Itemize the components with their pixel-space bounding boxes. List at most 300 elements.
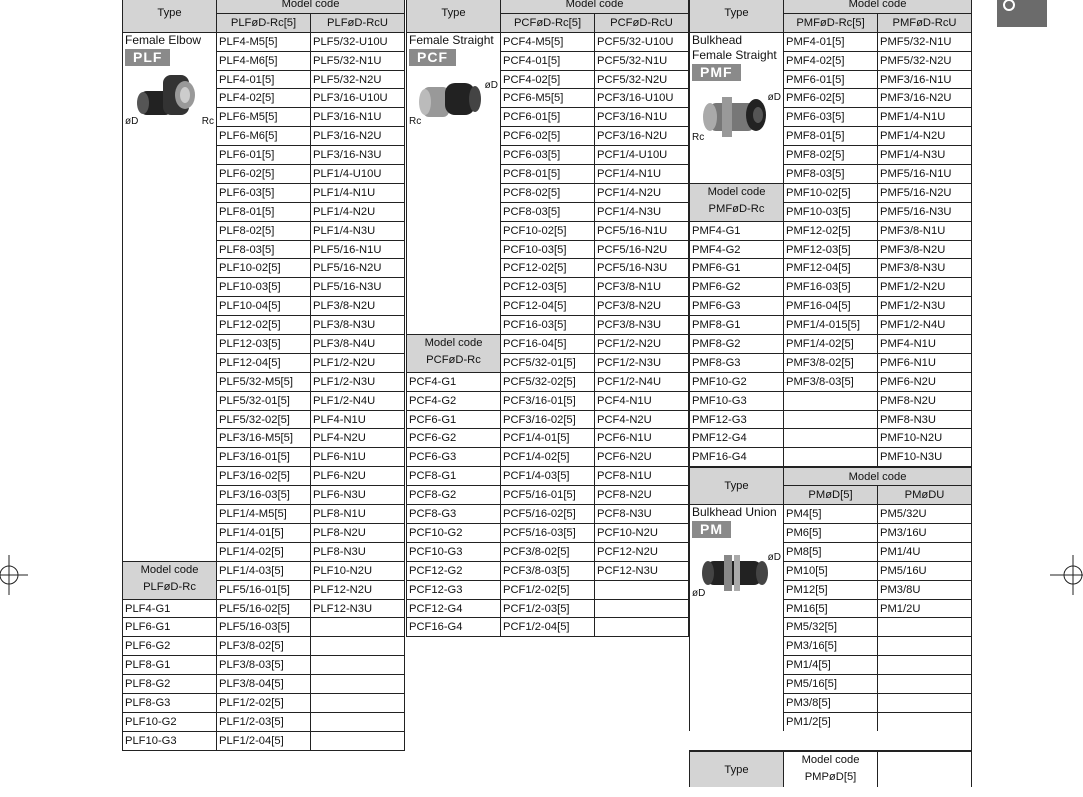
plf-code-cell: PLF6-N2U [310,466,404,485]
pmf-sub-item: PMF6-G1 [689,258,783,277]
plf-code-cell: PLF10-N2U [310,561,404,580]
plf-code-cell: PLF3/8-02[5] [216,636,310,655]
plf-sub-item: PLF8-G1 [122,655,216,674]
pmf-sub-item: PMF4-G2 [689,240,783,259]
pcf-table [406,0,689,637]
pcf-code-cell: PCF1/4-N3U [594,202,688,221]
pcf-code-cell: PCF4-N1U [594,391,688,410]
pmf-code-cell: PMF6-N2U [877,372,971,391]
pmf-sub-item: PMF10-G3 [689,391,783,410]
plf-code-cell: PLF5/32-M5[5] [216,372,310,391]
pmf-code-cell: PMF10-N2U [877,428,971,447]
plf-code-cell: PLF1/4-N3U [310,221,404,240]
plf-code-cell [310,617,404,636]
pm-col-b-header: PMøDU [877,485,971,504]
plf-code-cell: PLF6-N1U [310,447,404,466]
pm-code-cell [877,617,971,636]
pmf-sub-model-code [689,183,783,221]
pmf-label-right: øD [767,91,781,103]
pcf-code-cell: PCF1/2-04[5] [500,617,594,636]
model-code-pattern: PMPøD[5] [804,770,857,783]
pcf-code-cell: PCF1/4-U10U [594,145,688,164]
pcf-code-cell: PCF3/8-N1U [594,277,688,296]
pmf-series-badge: PMF [692,64,741,81]
plf-code-cell: PLF1/2-N2U [310,353,404,372]
pcf-code-cell: PCF3/8-N2U [594,296,688,315]
plf-code-cell: PLF6-02[5] [216,164,310,183]
pcf-code-cell: PCF5/16-N1U [594,221,688,240]
plf-code-cell: PLF1/2-03[5] [216,712,310,731]
plf-code-cell: PLF3/8-03[5] [216,655,310,674]
pcf-code-cell: PCF1/2-03[5] [500,599,594,618]
pmf-code-cell: PMF4-02[5] [783,51,877,70]
plf-code-cell: PLF5/32-02[5] [216,410,310,429]
plf-sub-model-code [122,561,216,599]
pmf-code-cell: PMF3/8-N2U [877,240,971,259]
pcf-sub-item: PCF16-G4 [406,617,500,636]
plf-label-right: Rc [201,115,214,127]
pmf-code-cell: PMF8-02[5] [783,145,877,164]
pcf-sub-item: PCF4-G2 [406,391,500,410]
plf-code-cell: PLF5/16-N2U [310,258,404,277]
plf-code-cell: PLF3/16-N2U [310,126,404,145]
pmf-code-cell: PMF3/8-N1U [877,221,971,240]
pcf-sub-model-code [406,334,500,372]
model-code-label: Model code [424,337,483,350]
plf-code-cell: PLF3/8-N3U [310,315,404,334]
plf-code-cell: PLF6-01[5] [216,145,310,164]
pmf-sub-item: PMF10-G2 [689,372,783,391]
plf-code-cell [310,731,404,750]
plf-code-cell [310,693,404,712]
pcf-code-cell: PCF1/4-01[5] [500,428,594,447]
pcf-code-cell: PCF3/16-02[5] [500,410,594,429]
tab-glyph-icon [997,0,1047,18]
plf-code-cell: PLF1/4-N2U [310,202,404,221]
plf-code-cell: PLF12-N2U [310,580,404,599]
pcf-col-b-header: PCFøD-RcU [594,13,688,32]
plf-code-cell: PLF6-03[5] [216,183,310,202]
plf-product-cell [122,32,216,561]
model-code-pattern: PLFøD-Rc [143,580,196,593]
plf-sub-item: PLF4-G1 [122,599,216,618]
plf-code-cell: PLF5/16-N1U [310,240,404,259]
pmf-table [689,0,972,787]
plf-code-cell: PLF4-M6[5] [216,51,310,70]
model-code-header: Model code [216,0,404,13]
pcf-sub-item: PCF8-G3 [406,504,500,523]
pcf-code-cell: PCF6-01[5] [500,107,594,126]
pmp-model-code [783,750,877,788]
plf-code-cell: PLF1/4-U10U [310,164,404,183]
pmf-code-cell: PMF6-N1U [877,353,971,372]
plf-code-cell: PLF5/16-03[5] [216,617,310,636]
plf-code-cell: PLF5/32-01[5] [216,391,310,410]
pcf-code-cell: PCF8-N2U [594,485,688,504]
pcf-code-cell: PCF5/16-02[5] [500,504,594,523]
pcf-code-cell: PCF6-N1U [594,428,688,447]
pmf-code-cell: PMF8-N2U [877,391,971,410]
plf-code-cell: PLF1/4-M5[5] [216,504,310,523]
pmf-code-cell: PMF8-N3U [877,410,971,429]
pcf-code-cell: PCF5/16-03[5] [500,523,594,542]
pm-code-cell: PM5/16[5] [783,674,877,693]
pmf-sub-item: PMF8-G2 [689,334,783,353]
pm-code-cell [877,693,971,712]
plf-code-cell: PLF3/16-M5[5] [216,428,310,447]
pmf-label-left: Rc [692,131,705,143]
pcf-code-cell: PCF12-N2U [594,542,688,561]
pmf-code-cell: PMF16-03[5] [783,277,877,296]
pcf-code-cell: PCF8-03[5] [500,202,594,221]
pmf-code-cell: PMF4-N1U [877,334,971,353]
pm-code-cell: PM12[5] [783,580,877,599]
pmf-sub-item: PMF6-G2 [689,277,783,296]
pmf-code-cell: PMF12-02[5] [783,221,877,240]
plf-code-cell [310,636,404,655]
plf-code-cell: PLF8-N1U [310,504,404,523]
pcf-code-cell: PCF12-03[5] [500,277,594,296]
pm-code-cell: PM5/32[5] [783,617,877,636]
pcf-code-cell: PCF3/8-03[5] [500,561,594,580]
plf-code-cell: PLF5/16-02[5] [216,599,310,618]
plf-code-cell: PLF6-M5[5] [216,107,310,126]
pmf-code-cell: PMF10-03[5] [783,202,877,221]
pcf-code-cell: PCF5/32-01[5] [500,353,594,372]
plf-code-cell: PLF3/16-03[5] [216,485,310,504]
pcf-code-cell: PCF5/32-N1U [594,51,688,70]
pcf-sub-item: PCF4-G1 [406,372,500,391]
pcf-series-badge: PCF [409,49,456,66]
type-header: Type [689,750,783,788]
pmf-code-cell: PMF6-02[5] [783,88,877,107]
plf-code-cell: PLF3/8-N2U [310,296,404,315]
pcf-code-cell: PCF1/4-03[5] [500,466,594,485]
pmf-code-cell: PMF5/32-N1U [877,32,971,51]
pcf-sub-item: PCF10-G3 [406,542,500,561]
pmf-code-cell: PMF12-04[5] [783,258,877,277]
plf-code-cell: PLF3/16-U10U [310,88,404,107]
pcf-sub-item: PCF10-G2 [406,523,500,542]
pm-code-cell: PM3/16U [877,523,971,542]
pcf-code-cell: PCF3/16-U10U [594,88,688,107]
plf-code-cell: PLF8-N2U [310,523,404,542]
pmf-col-b-header: PMFøD-RcU [877,13,971,32]
pcf-code-cell: PCF6-02[5] [500,126,594,145]
plf-code-cell: PLF5/32-U10U [310,32,404,51]
plf-code-cell: PLF5/32-N2U [310,70,404,89]
pm-col-a-header: PMøD[5] [783,485,877,504]
plf-code-cell: PLF12-02[5] [216,315,310,334]
plf-sub-item: PLF8-G2 [122,674,216,693]
pcf-code-cell [594,617,688,636]
pmf-code-cell: PMF1/4-015[5] [783,315,877,334]
plf-col-b-header: PLFøD-RcU [310,13,404,32]
model-code-header: Model code [783,0,971,13]
plf-product-name: Female Elbow [125,32,202,47]
plf-code-cell: PLF1/2-N3U [310,372,404,391]
pcf-code-cell: PCF5/32-U10U [594,32,688,51]
pcf-code-cell: PCF1/2-N3U [594,353,688,372]
plf-label-left: øD [125,115,139,127]
pcf-code-cell: PCF1/4-02[5] [500,447,594,466]
plf-code-cell: PLF10-02[5] [216,258,310,277]
type-header: Type [122,0,216,32]
pcf-sub-item: PCF12-G4 [406,599,500,618]
plf-code-cell: PLF12-04[5] [216,353,310,372]
plf-code-cell: PLF12-03[5] [216,334,310,353]
plf-code-cell: PLF4-02[5] [216,88,310,107]
pmf-code-cell [783,447,877,466]
plf-code-cell: PLF5/32-N1U [310,51,404,70]
pcf-code-cell: PCF6-N2U [594,447,688,466]
model-code-header: Model code [783,466,971,485]
pmf-code-cell: PMF3/8-03[5] [783,372,877,391]
pm-code-cell: PM8[5] [783,542,877,561]
pmf-code-cell: PMF3/16-N1U [877,70,971,89]
pmf-col-a-header: PMFøD-Rc[5] [783,13,877,32]
pm-code-cell: PM1/4U [877,542,971,561]
model-code-label: Model code [707,185,766,198]
pm-code-cell: PM5/32U [877,504,971,523]
pcf-code-cell: PCF16-03[5] [500,315,594,334]
plf-code-cell [310,712,404,731]
pcf-code-cell: PCF4-N2U [594,410,688,429]
pcf-sub-item: PCF6-G2 [406,428,500,447]
pcf-code-cell: PCF3/16-N2U [594,126,688,145]
pcf-code-cell: PCF8-N1U [594,466,688,485]
pmf-sub-item: PMF8-G1 [689,315,783,334]
pm-code-cell [877,712,971,731]
pcf-code-cell: PCF5/32-N2U [594,70,688,89]
plf-code-cell: PLF3/16-N3U [310,145,404,164]
pcf-code-cell: PCF3/16-N1U [594,107,688,126]
pcf-sub-item: PCF8-G1 [406,466,500,485]
pm-code-cell: PM6[5] [783,523,877,542]
pm-code-cell: PM1/2U [877,599,971,618]
pm-code-cell [877,655,971,674]
pm-code-cell: PM4[5] [783,504,877,523]
pcf-label-left: Rc [409,115,422,127]
pmp-blank-cell [877,750,971,788]
type-header: Type [689,466,783,504]
pm-code-cell: PM3/16[5] [783,636,877,655]
pcf-product-cell [406,32,500,334]
plf-code-cell: PLF5/16-01[5] [216,580,310,599]
plf-code-cell: PLF1/2-N4U [310,391,404,410]
pcf-label-right: øD [484,79,498,91]
pmf-code-cell: PMF5/16-N2U [877,183,971,202]
plf-code-cell: PLF3/8-N4U [310,334,404,353]
plf-code-cell: PLF4-N2U [310,428,404,447]
pmf-code-cell: PMF1/2-N3U [877,296,971,315]
pm-code-cell: PM3/8[5] [783,693,877,712]
plf-sub-item: PLF6-G1 [122,617,216,636]
plf-sub-item: PLF10-G2 [122,712,216,731]
pcf-code-cell [594,599,688,618]
pmf-code-cell: PMF1/2-N4U [877,315,971,334]
pmf-code-cell: PMF5/16-N1U [877,164,971,183]
pmf-code-cell: PMF6-01[5] [783,70,877,89]
pmf-sub-item: PMF12-G3 [689,410,783,429]
pm-series-badge: PM [692,521,731,538]
pmf-code-cell: PMF5/16-N3U [877,202,971,221]
pmf-code-cell: PMF1/4-N1U [877,107,971,126]
plf-table [122,0,405,751]
pmf-code-cell: PMF10-02[5] [783,183,877,202]
pcf-code-cell: PCF5/16-N2U [594,240,688,259]
type-header: Type [689,0,783,32]
pmf-code-cell: PMF6-03[5] [783,107,877,126]
pcf-sub-item: PCF12-G3 [406,580,500,599]
pm-code-cell: PM16[5] [783,599,877,618]
section-tab [997,0,1047,27]
plf-code-cell: PLF1/2-04[5] [216,731,310,750]
pmf-code-cell: PMF3/8-02[5] [783,353,877,372]
pcf-code-cell: PCF3/16-01[5] [500,391,594,410]
pmf-product-name: Bulkhead Female Straight [692,32,777,62]
elbow-fitting-icon [129,69,209,129]
plf-sub-item: PLF6-G2 [122,636,216,655]
plf-code-cell: PLF8-N3U [310,542,404,561]
pmf-code-cell: PMF4-01[5] [783,32,877,51]
plf-code-cell: PLF4-M5[5] [216,32,310,51]
pm-code-cell: PM5/16U [877,561,971,580]
pmf-code-cell: PMF5/32-N2U [877,51,971,70]
pm-code-cell [877,674,971,693]
pm-label-left: øD [692,588,706,600]
plf-code-cell: PLF1/4-03[5] [216,561,310,580]
pmf-code-cell [783,391,877,410]
union-fitting-icon [696,541,776,601]
pmf-code-cell: PMF16-04[5] [783,296,877,315]
pmf-code-cell: PMF1/4-02[5] [783,334,877,353]
plf-code-cell: PLF8-02[5] [216,221,310,240]
pcf-code-cell: PCF6-03[5] [500,145,594,164]
pmf-code-cell: PMF8-03[5] [783,164,877,183]
pmf-sub-item: PMF12-G4 [689,428,783,447]
pmf-code-cell: PMF3/16-N2U [877,88,971,107]
pcf-sub-item: PCF6-G3 [406,447,500,466]
plf-code-cell: PLF8-01[5] [216,202,310,221]
plf-code-cell: PLF3/16-02[5] [216,466,310,485]
plf-code-cell: PLF3/16-N1U [310,107,404,126]
pm-code-cell [877,636,971,655]
pcf-code-cell: PCF1/4-N2U [594,183,688,202]
plf-code-cell: PLF6-M6[5] [216,126,310,145]
plf-code-cell [310,655,404,674]
pcf-code-cell: PCF4-M5[5] [500,32,594,51]
pcf-code-cell: PCF5/16-01[5] [500,485,594,504]
pcf-code-cell: PCF5/16-N3U [594,258,688,277]
pcf-code-cell: PCF12-N3U [594,561,688,580]
pcf-code-cell: PCF12-02[5] [500,258,594,277]
plf-code-cell: PLF3/8-04[5] [216,674,310,693]
plf-code-cell: PLF6-N3U [310,485,404,504]
plf-code-cell: PLF5/16-N3U [310,277,404,296]
pm-label-right: øD [767,552,781,564]
plf-code-cell: PLF3/16-01[5] [216,447,310,466]
pmf-code-cell: PMF10-N3U [877,447,971,466]
pcf-code-cell: PCF1/2-N2U [594,334,688,353]
pcf-code-cell: PCF1/2-02[5] [500,580,594,599]
pm-product-name: Bulkhead Union [692,505,777,520]
pcf-code-cell: PCF4-01[5] [500,51,594,70]
pcf-code-cell: PCF4-02[5] [500,70,594,89]
pmf-code-cell: PMF8-01[5] [783,126,877,145]
model-code-pattern: PCFøD-Rc [426,354,481,367]
straight-fitting-icon [413,69,493,129]
pmf-code-cell: PMF12-03[5] [783,240,877,259]
pcf-code-cell: PCF3/8-N3U [594,315,688,334]
pm-code-cell: PM10[5] [783,561,877,580]
plf-code-cell: PLF12-N3U [310,599,404,618]
model-code-pattern: PMFøD-Rc [708,202,765,215]
plf-sub-item: PLF10-G3 [122,731,216,750]
pm-code-cell: PM3/8U [877,580,971,599]
registration-mark-icon [1048,555,1083,595]
plf-code-cell: PLF1/4-01[5] [216,523,310,542]
plf-col-a-header: PLFøD-Rc[5] [216,13,310,32]
plf-code-cell: PLF1/4-02[5] [216,542,310,561]
plf-code-cell [310,674,404,693]
pmf-code-cell [783,410,877,429]
pcf-sub-item: PCF12-G2 [406,561,500,580]
pcf-code-cell: PCF12-04[5] [500,296,594,315]
plf-code-cell: PLF4-N1U [310,410,404,429]
pmf-sub-item: PMF4-G1 [689,221,783,240]
pmf-sub-item: PMF8-G3 [689,353,783,372]
pcf-product-name: Female Straight [409,32,494,47]
pcf-code-cell [594,580,688,599]
model-code-header: Model code [500,0,688,13]
pcf-code-cell: PCF6-M5[5] [500,88,594,107]
pm-code-cell: PM1/2[5] [783,712,877,731]
pcf-code-cell: PCF10-03[5] [500,240,594,259]
registration-mark-icon [0,555,30,595]
plf-code-cell: PLF1/2-02[5] [216,693,310,712]
pcf-code-cell: PCF3/8-02[5] [500,542,594,561]
pcf-code-cell: PCF16-04[5] [500,334,594,353]
pmf-code-cell [783,428,877,447]
pcf-code-cell: PCF1/2-N4U [594,372,688,391]
pmf-code-cell: PMF3/8-N3U [877,258,971,277]
pmf-code-cell: PMF1/4-N3U [877,145,971,164]
type-header: Type [406,0,500,32]
pcf-code-cell: PCF8-N3U [594,504,688,523]
pmf-sub-item: PMF16-G4 [689,447,783,466]
model-code-label: Model code [140,563,199,576]
pcf-code-cell: PCF1/4-N1U [594,164,688,183]
plf-code-cell: PLF10-03[5] [216,277,310,296]
pcf-code-cell: PCF5/32-02[5] [500,372,594,391]
pcf-sub-item: PCF6-G1 [406,410,500,429]
model-code-label: Model code [801,753,860,766]
pmf-code-cell: PMF1/4-N2U [877,126,971,145]
pcf-col-a-header: PCFøD-Rc[5] [500,13,594,32]
plf-sub-item: PLF8-G3 [122,693,216,712]
pcf-code-cell: PCF8-01[5] [500,164,594,183]
pcf-code-cell: PCF10-02[5] [500,221,594,240]
pcf-code-cell: PCF8-02[5] [500,183,594,202]
pmf-product-cell [689,32,783,183]
pmf-code-cell: PMF1/2-N2U [877,277,971,296]
pmf-sub-item: PMF6-G3 [689,296,783,315]
plf-code-cell: PLF4-01[5] [216,70,310,89]
pm-code-cell: PM1/4[5] [783,655,877,674]
pcf-sub-item: PCF8-G2 [406,485,500,504]
bulkhead-female-fitting-icon [696,85,776,145]
